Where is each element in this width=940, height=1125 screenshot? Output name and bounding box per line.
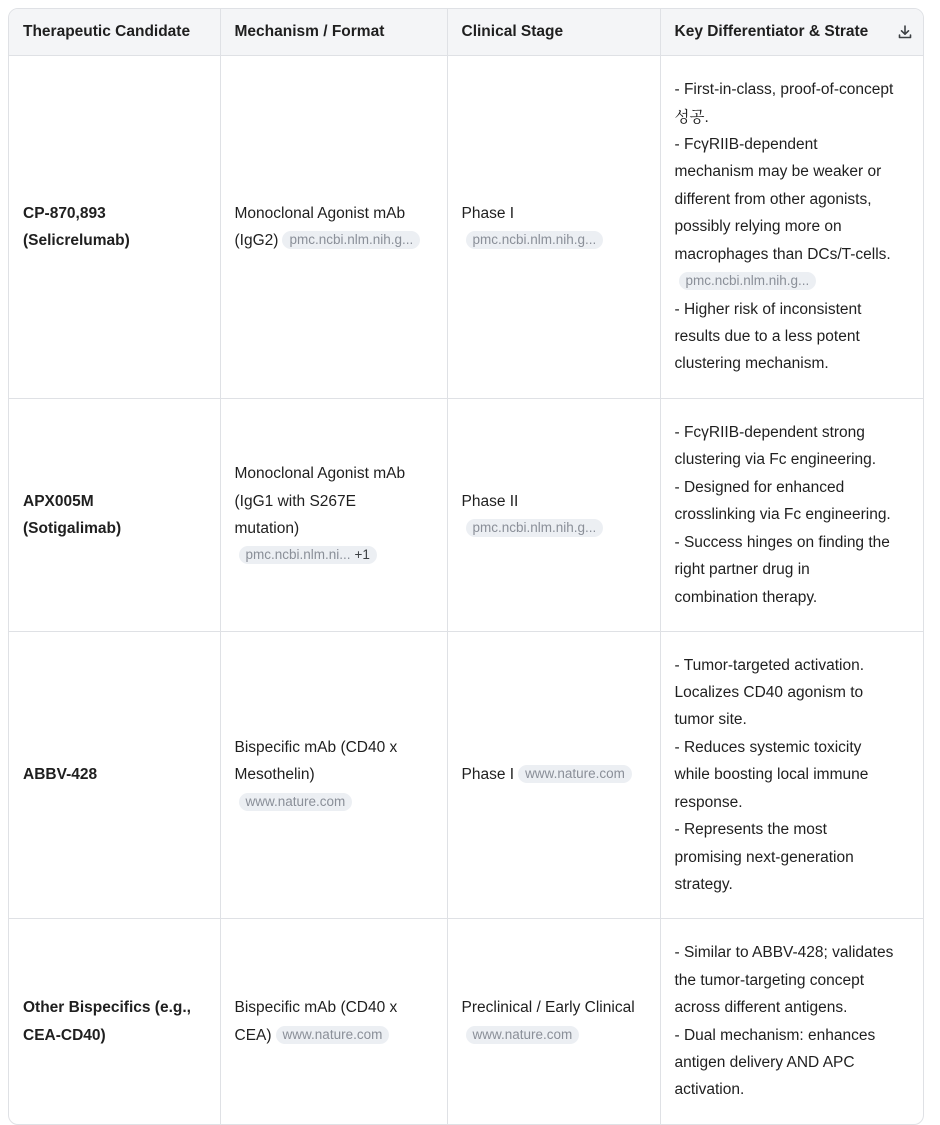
table-row [9, 399, 923, 632]
source-chip[interactable]: www.nature.com [276, 1026, 390, 1044]
clinical-stage-cell: Phase II pmc.ncbi.nlm.nih.g... [447, 399, 660, 632]
strategy-cell: - First-in-class, proof-of-concept 성공. - FcγRIIB-dependent mechanism may be weaker or different from other agonists, possibly relying more on macrophages than DCs/T-cells. pmc.ncbi.nlm.nih.g... - Higher risk of inconsistent results due to a less potent clustering mechanism. [660, 56, 923, 399]
mechanism-cell: Bispecific mAb (CD40 x Mesothelin) www.nature.com [220, 632, 447, 919]
mechanism-cell: Bispecific mAb (CD40 x CEA) www.nature.com [220, 919, 447, 1125]
header-clinical-stage: Clinical Stage [447, 9, 660, 56]
strategy-cell: - Similar to ABBV-428; validates the tumor-targeting concept across different antigens. - Dual mechanism: enhances antigen delivery AND APC activation. [674, 944, 894, 1099]
source-chip[interactable]: pmc.ncbi.nlm.nih.g... [466, 519, 604, 537]
candidate-name-cell: CP-870,893 (Selicrelumab) [9, 56, 220, 399]
download-icon[interactable] [895, 22, 915, 42]
table-row [9, 919, 923, 1125]
source-chip[interactable]: pmc.ncbi.nlm.nih.g... [679, 272, 817, 290]
candidate-name-cell: ABBV-428 [9, 632, 220, 919]
clinical-stage-cell: Phase I pmc.ncbi.nlm.nih.g... [447, 56, 660, 399]
header-row [9, 9, 923, 56]
header-therapeutic-candidate: Therapeutic Candidate [9, 9, 220, 56]
table-header [9, 9, 923, 56]
mechanism-cell: Monoclonal Agonist mAb (IgG1 with S267E mutation) pmc.ncbi.nlm.ni... +1 [220, 399, 447, 632]
mechanism-cell: Monoclonal Agonist mAb (IgG2) pmc.ncbi.nlm.nih.g... [220, 56, 447, 399]
table-row [9, 632, 923, 919]
clinical-stage-cell: Preclinical / Early Clinical www.nature.com [447, 919, 660, 1125]
comparison-table-container [8, 8, 924, 1125]
candidate-name-cell: APX005M (Sotigalimab) [9, 399, 220, 632]
source-chip[interactable]: pmc.ncbi.nlm.nih.g... [282, 231, 420, 249]
header-mechanism-format: Mechanism / Format [220, 9, 447, 56]
candidate-name-cell: Other Bispecifics (e.g., CEA-CD40) [9, 919, 220, 1125]
header-key-differentiator: Key Differentiator & Strate [660, 9, 923, 56]
table-row [9, 56, 923, 399]
strategy-cell: - Tumor-targeted activation. Localizes CD40 agonism to tumor site. - Reduces systemic toxicity while boosting local immune response. - Represents the most promising next-generation strategy. [660, 632, 923, 919]
source-chip[interactable]: www.nature.com [239, 793, 353, 811]
source-chip[interactable]: www.nature.com [518, 765, 632, 783]
source-chip[interactable]: pmc.ncbi.nlm.ni... +1 [239, 546, 377, 564]
therapeutic-comparison-table [9, 9, 923, 1124]
clinical-stage-cell: Phase I www.nature.com [447, 632, 660, 919]
strategy-cell: - FcγRIIB-dependent strong clustering via Fc engineering. - Designed for enhanced crosslinking via Fc engineering. - Success hinges on finding the right partner drug in combination therapy. [660, 399, 923, 632]
source-chip[interactable]: www.nature.com [466, 1026, 580, 1044]
source-chip[interactable]: pmc.ncbi.nlm.nih.g... [466, 231, 604, 249]
